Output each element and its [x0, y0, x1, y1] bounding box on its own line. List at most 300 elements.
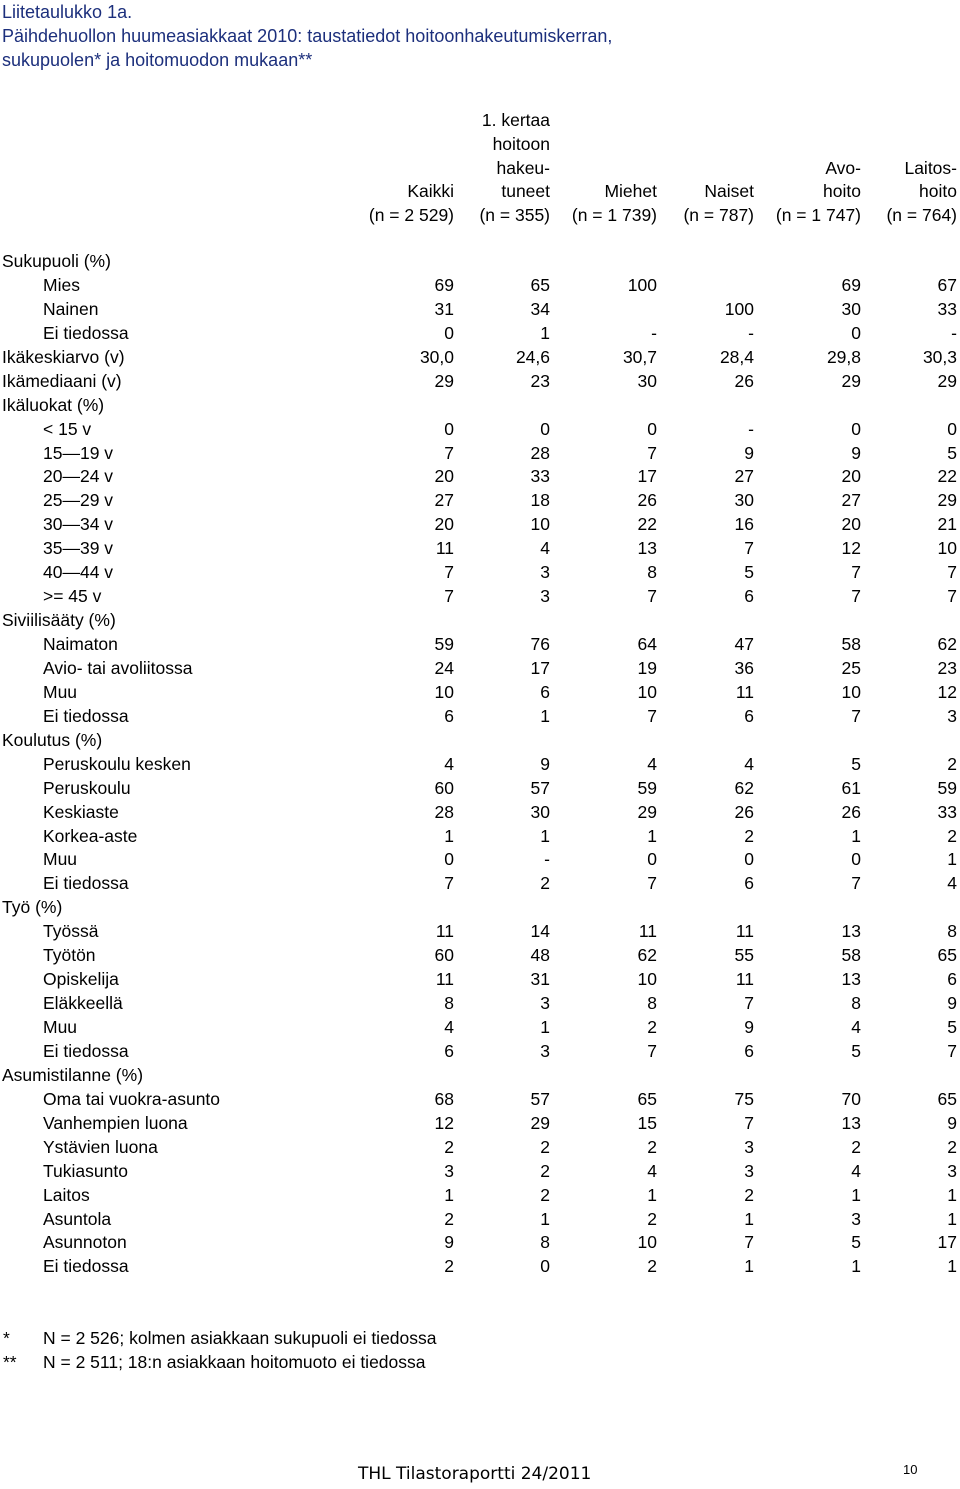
cell-kaikki: 7	[444, 442, 454, 463]
row-label: Keskiaste	[43, 801, 119, 822]
cell-miehet: 30	[637, 370, 657, 391]
cell-first-time: 2	[540, 1160, 550, 1181]
cell-naiset: 1	[744, 1208, 754, 1229]
cell-first-time: 29	[530, 1112, 550, 1133]
cell-kaikki: 6	[444, 705, 454, 726]
cell-first-time: 2	[540, 873, 550, 894]
table-row	[0, 825, 960, 849]
table-row	[0, 1255, 960, 1279]
cell-kaikki: 20	[434, 514, 454, 535]
header-line: hakeu-	[496, 157, 550, 178]
cell-naiset: 9	[744, 1017, 754, 1037]
row-label: Ikäkeskiarvo (v)	[2, 346, 125, 367]
table-row	[0, 465, 960, 489]
header-kaikki	[369, 108, 454, 228]
cell-laitoshoito: 1	[947, 1184, 957, 1205]
cell-laitoshoito: 3	[947, 705, 957, 726]
row-label: 40—44 v	[43, 562, 114, 583]
cell-miehet: 7	[647, 1040, 657, 1061]
cell-kaikki: 69	[434, 274, 454, 295]
cell-naiset: 11	[735, 681, 754, 702]
cell-miehet: 29	[637, 801, 657, 822]
report-footer: THL Tilastoraportti 24/2011	[358, 1464, 592, 1484]
cell-first-time: 57	[530, 777, 550, 798]
table-row	[0, 585, 960, 609]
cell-kaikki: 3	[444, 1160, 454, 1181]
cell-kaikki: 20	[434, 466, 454, 487]
table-row	[0, 657, 960, 681]
cell-miehet: 2	[647, 1017, 657, 1037]
table-row	[0, 920, 960, 944]
header-line: hoito	[919, 181, 957, 202]
cell-avohoito: 8	[851, 993, 861, 1014]
cell-miehet: 0	[647, 849, 657, 870]
table-row	[0, 442, 960, 466]
table-row	[0, 705, 960, 729]
table-row	[0, 274, 960, 298]
footnote-mark: *	[3, 1328, 10, 1348]
row-label: Muu	[43, 681, 78, 702]
header-naiset	[683, 108, 754, 228]
cell-avohoito: 5	[851, 1232, 861, 1253]
header-avohoito	[776, 108, 861, 228]
cell-avohoito: 29,8	[826, 346, 861, 367]
cell-naiset: 3	[744, 1136, 754, 1157]
cell-miehet: 100	[627, 274, 657, 295]
cell-avohoito: 4	[851, 1017, 861, 1037]
cell-miehet: 8	[647, 993, 657, 1014]
cell-kaikki: 7	[444, 562, 454, 583]
cell-kaikki: 2	[444, 1136, 454, 1157]
table-title-line-1: Päihdehuollon huumeasiakkaat 2010: taustatiedot hoitoonhakeutumiskerran,	[2, 26, 613, 46]
table-row	[0, 1160, 960, 1184]
row-label: Ei tiedossa	[43, 322, 129, 343]
header-line: (n = 1 747)	[775, 205, 861, 226]
cell-first-time: 48	[530, 945, 550, 966]
cell-first-time: 8	[540, 1232, 550, 1253]
table-row	[0, 1136, 960, 1160]
row-label: Peruskoulu	[43, 777, 131, 798]
header-line: Naiset	[704, 181, 754, 202]
cell-laitoshoito: 1	[947, 849, 957, 870]
cell-first-time: 6	[540, 681, 550, 702]
row-label: Ei tiedossa	[43, 705, 129, 726]
cell-naiset: -	[748, 418, 754, 439]
cell-miehet: 1	[647, 1184, 657, 1205]
cell-laitoshoito: 7	[947, 586, 957, 607]
cell-kaikki: 9	[444, 1232, 454, 1253]
cell-first-time: 24,6	[515, 346, 550, 367]
header-line: Miehet	[604, 181, 657, 202]
cell-kaikki: 27	[434, 490, 454, 511]
cell-first-time: 3	[540, 1040, 550, 1061]
cell-miehet: 8	[647, 562, 657, 583]
header-line: Laitos-	[904, 157, 957, 178]
cell-avohoito: 0	[851, 322, 861, 343]
cell-naiset: 28,4	[719, 346, 754, 367]
header-line: Kaikki	[407, 181, 454, 202]
cell-avohoito: 12	[841, 538, 861, 559]
row-label: Opiskelija	[43, 969, 119, 990]
header-laitoshoito	[886, 108, 957, 228]
row-label: Mies	[43, 274, 80, 295]
footnote-mark: **	[3, 1352, 17, 1372]
cell-laitoshoito: 33	[937, 801, 957, 822]
cell-avohoito: 29	[841, 370, 861, 391]
cell-first-time: -	[544, 849, 550, 870]
cell-first-time: 17	[530, 657, 550, 678]
table-row	[0, 1231, 960, 1255]
cell-first-time: 0	[540, 1256, 550, 1277]
cell-naiset: 2	[744, 1184, 754, 1205]
cell-first-time: 1	[540, 1017, 550, 1037]
header-line: (n = 764)	[886, 205, 957, 226]
cell-first-time: 1	[540, 322, 550, 343]
cell-first-time: 1	[540, 1208, 550, 1229]
table-title-line-2: sukupuolen* ja hoitomuodon mukaan**	[2, 50, 313, 70]
cell-kaikki: 11	[435, 921, 454, 942]
cell-avohoito: 69	[841, 274, 861, 295]
cell-miehet: 17	[637, 466, 657, 487]
table-row	[0, 489, 960, 513]
cell-miehet: 1	[647, 825, 657, 846]
footnote-text: N = 2 526; kolmen asiakkaan sukupuoli ei tiedossa	[43, 1328, 437, 1348]
table-row	[0, 777, 960, 801]
cell-avohoito: 2	[851, 1136, 861, 1157]
cell-miehet: 22	[637, 514, 657, 535]
header-first-time	[479, 108, 550, 228]
row-label: Sukupuoli (%)	[2, 251, 111, 271]
table-row	[0, 633, 960, 657]
cell-first-time: 34	[530, 298, 550, 319]
cell-kaikki: 11	[435, 969, 454, 990]
cell-kaikki: 4	[444, 753, 454, 774]
cell-laitoshoito: 3	[947, 1160, 957, 1181]
table-row	[0, 944, 960, 968]
cell-naiset: 7	[744, 1232, 754, 1253]
table-row	[0, 537, 960, 561]
row-label: Nainen	[43, 298, 99, 319]
table-row	[0, 1040, 960, 1064]
table-row	[0, 992, 960, 1016]
cell-first-time: 14	[530, 921, 550, 942]
cell-laitoshoito: 12	[937, 681, 957, 702]
cell-naiset: 16	[734, 514, 754, 535]
cell-naiset: 6	[744, 873, 754, 894]
cell-laitoshoito: 17	[937, 1232, 957, 1253]
cell-miehet: -	[651, 322, 657, 343]
cell-avohoito: 13	[841, 921, 861, 942]
cell-naiset: 75	[734, 1088, 754, 1109]
cell-laitoshoito: 2	[947, 825, 957, 846]
cell-naiset: 36	[734, 657, 754, 678]
cell-avohoito: 5	[851, 753, 861, 774]
row-label: Naimaton	[43, 634, 118, 654]
cell-laitoshoito: -	[951, 322, 957, 343]
cell-first-time: 57	[530, 1088, 550, 1109]
cell-first-time: 3	[540, 586, 550, 607]
cell-naiset: 26	[734, 801, 754, 822]
cell-naiset: 26	[734, 370, 754, 391]
cell-laitoshoito: 59	[937, 777, 957, 798]
row-label: Työ (%)	[2, 897, 63, 918]
header-line: (n = 2 529)	[368, 205, 454, 226]
cell-miehet: 59	[637, 777, 657, 798]
cell-naiset: 47	[734, 634, 754, 654]
cell-avohoito: 26	[841, 801, 861, 822]
header-line: tuneet	[501, 181, 550, 202]
cell-first-time: 23	[530, 370, 550, 391]
row-label: Laitos	[43, 1184, 90, 1205]
cell-laitoshoito: 65	[937, 1088, 957, 1109]
cell-miehet: 65	[637, 1088, 657, 1109]
cell-avohoito: 7	[851, 586, 861, 607]
cell-laitoshoito: 29	[937, 490, 957, 511]
section-row	[0, 609, 960, 633]
cell-kaikki: 60	[434, 945, 454, 966]
table-label: Liitetaulukko 1a.	[2, 2, 133, 22]
cell-laitoshoito: 6	[947, 969, 957, 990]
row-label: Tukiasunto	[43, 1160, 128, 1181]
cell-kaikki: 24	[434, 657, 454, 678]
cell-naiset: 55	[734, 945, 754, 966]
cell-laitoshoito: 5	[947, 1017, 957, 1037]
cell-miehet: 11	[638, 921, 657, 942]
cell-kaikki: 60	[434, 777, 454, 798]
row-label: Ystävien luona	[43, 1136, 158, 1157]
cell-kaikki: 0	[444, 849, 454, 870]
cell-avohoito: 58	[841, 634, 861, 654]
cell-avohoito: 7	[851, 562, 861, 583]
table-row	[0, 1184, 960, 1208]
row-label: Eläkkeellä	[43, 993, 123, 1014]
row-label: Avio- tai avoliitossa	[43, 657, 193, 678]
cell-kaikki: 1	[444, 825, 454, 846]
cell-kaikki: 6	[444, 1040, 454, 1061]
cell-laitoshoito: 33	[937, 298, 957, 319]
cell-kaikki: 4	[444, 1017, 454, 1037]
row-label: Työtön	[43, 945, 96, 966]
table-row	[0, 298, 960, 322]
section-row	[0, 394, 960, 418]
page-number: 10	[903, 1462, 918, 1477]
cell-laitoshoito: 9	[947, 1112, 957, 1133]
row-label: < 15 v	[43, 418, 92, 439]
cell-kaikki: 10	[434, 681, 454, 702]
cell-naiset: 5	[744, 562, 754, 583]
cell-avohoito: 10	[841, 681, 861, 702]
cell-naiset: 6	[744, 705, 754, 726]
document-title-block	[2, 0, 612, 72]
cell-miehet: 7	[647, 873, 657, 894]
row-label: Asunnoton	[43, 1232, 127, 1253]
header-line: (n = 355)	[479, 205, 550, 226]
cell-naiset: 30	[734, 490, 754, 511]
row-label: Muu	[43, 849, 78, 870]
cell-naiset: 62	[734, 777, 754, 798]
cell-kaikki: 11	[435, 538, 454, 559]
cell-avohoito: 13	[841, 969, 861, 990]
row-label: 20—24 v	[43, 466, 114, 487]
header-line: hoito	[823, 181, 861, 202]
row-label: Peruskoulu kesken	[43, 753, 191, 774]
cell-kaikki: 29	[434, 370, 454, 391]
table-row	[0, 801, 960, 825]
data-table	[0, 250, 960, 1279]
cell-first-time: 1	[540, 825, 550, 846]
table-row	[0, 561, 960, 585]
footnote-text: N = 2 511; 18:n asiakkaan hoitomuoto ei tiedossa	[43, 1352, 426, 1372]
header-line: hoitoon	[492, 133, 550, 154]
cell-miehet: 10	[637, 969, 657, 990]
cell-avohoito: 9	[851, 442, 861, 463]
cell-first-time: 0	[540, 418, 550, 439]
cell-kaikki: 0	[444, 418, 454, 439]
cell-naiset: 1	[744, 1256, 754, 1277]
row-label: Ei tiedossa	[43, 1256, 129, 1277]
cell-kaikki: 68	[434, 1088, 454, 1109]
cell-kaikki: 12	[434, 1112, 454, 1133]
cell-miehet: 4	[647, 753, 657, 774]
cell-naiset: 27	[734, 466, 754, 487]
cell-kaikki: 59	[434, 634, 454, 654]
cell-miehet: 26	[637, 490, 657, 511]
cell-first-time: 65	[530, 274, 550, 295]
cell-miehet: 62	[637, 945, 657, 966]
cell-first-time: 18	[530, 490, 550, 511]
cell-avohoito: 1	[851, 825, 861, 846]
row-label: Siviilisääty (%)	[2, 610, 116, 631]
cell-miehet: 10	[637, 1232, 657, 1253]
cell-kaikki: 30,0	[419, 346, 454, 367]
header-line: 1. kertaa	[481, 110, 550, 131]
cell-first-time: 76	[530, 634, 550, 654]
cell-first-time: 9	[540, 753, 550, 774]
cell-miehet: 4	[647, 1160, 657, 1181]
table-row	[0, 418, 960, 442]
cell-first-time: 3	[540, 562, 550, 583]
cell-naiset: 6	[744, 1040, 754, 1061]
table-row	[0, 1208, 960, 1232]
cell-laitoshoito: 21	[937, 514, 957, 535]
cell-miehet: 2	[647, 1208, 657, 1229]
cell-avohoito: 25	[841, 657, 861, 678]
cell-avohoito: 7	[851, 873, 861, 894]
cell-avohoito: 61	[841, 777, 861, 798]
cell-avohoito: 7	[851, 705, 861, 726]
cell-kaikki: 31	[434, 298, 454, 319]
cell-kaikki: 2	[444, 1208, 454, 1229]
cell-first-time: 4	[540, 538, 550, 559]
row-label: Asumistilanne (%)	[2, 1064, 144, 1085]
cell-avohoito: 4	[851, 1160, 861, 1181]
cell-kaikki: 2	[444, 1256, 454, 1277]
cell-laitoshoito: 62	[937, 634, 957, 654]
row-label: Muu	[43, 1017, 78, 1037]
table-row	[0, 872, 960, 896]
section-row	[0, 729, 960, 753]
row-label: Työssä	[43, 921, 99, 942]
row-label: Ei tiedossa	[43, 1040, 129, 1061]
cell-avohoito: 20	[841, 466, 861, 487]
row-label: Oma tai vuokra-asunto	[43, 1088, 221, 1109]
table-row	[0, 753, 960, 777]
cell-laitoshoito: 7	[947, 1040, 957, 1061]
cell-laitoshoito: 4	[947, 873, 957, 894]
cell-avohoito: 30	[841, 298, 861, 319]
cell-laitoshoito: 67	[937, 274, 957, 295]
section-row	[0, 896, 960, 920]
cell-naiset: 0	[744, 849, 754, 870]
cell-laitoshoito: 5	[947, 442, 957, 463]
cell-miehet: 7	[647, 705, 657, 726]
cell-kaikki: 7	[444, 586, 454, 607]
cell-laitoshoito: 29	[937, 370, 957, 391]
row-label: 30—34 v	[43, 514, 114, 535]
table-row	[0, 681, 960, 705]
table-row	[0, 513, 960, 537]
cell-avohoito: 58	[841, 945, 861, 966]
cell-laitoshoito: 22	[937, 466, 957, 487]
row-label: 35—39 v	[43, 538, 114, 559]
cell-first-time: 1	[540, 705, 550, 726]
cell-laitoshoito: 10	[937, 538, 957, 559]
section-row	[0, 1064, 960, 1088]
cell-naiset: 7	[744, 993, 754, 1014]
cell-kaikki: 7	[444, 873, 454, 894]
cell-avohoito: 0	[851, 849, 861, 870]
section-row	[0, 250, 960, 274]
cell-naiset: 7	[744, 538, 754, 559]
row-label: Koulutus (%)	[2, 729, 103, 750]
table-row	[0, 322, 960, 346]
cell-laitoshoito: 30,3	[922, 346, 957, 367]
row-label: Ei tiedossa	[43, 873, 129, 894]
cell-laitoshoito: 9	[947, 993, 957, 1014]
row-label: 25—29 v	[43, 490, 114, 511]
cell-laitoshoito: 1	[947, 1256, 957, 1277]
table-row	[0, 848, 960, 872]
cell-kaikki: 1	[444, 1184, 454, 1205]
table-row	[0, 968, 960, 992]
cell-miehet: 7	[647, 442, 657, 463]
cell-laitoshoito: 2	[947, 753, 957, 774]
cell-miehet: 19	[637, 657, 657, 678]
cell-first-time: 28	[530, 442, 550, 463]
row-label: Ikäluokat (%)	[2, 394, 105, 415]
row-label: Vanhempien luona	[43, 1112, 188, 1133]
cell-naiset: 3	[744, 1160, 754, 1181]
table-row	[0, 1112, 960, 1136]
row-label: Ikämediaani (v)	[2, 370, 122, 391]
cell-laitoshoito: 1	[947, 1208, 957, 1229]
header-line: (n = 787)	[683, 205, 754, 226]
cell-kaikki: 0	[444, 322, 454, 343]
cell-miehet: 13	[637, 538, 657, 559]
cell-naiset: 4	[744, 753, 754, 774]
section-row	[0, 370, 960, 394]
cell-laitoshoito: 0	[947, 418, 957, 439]
cell-avohoito: 0	[851, 418, 861, 439]
cell-kaikki: 8	[444, 993, 454, 1014]
cell-first-time: 31	[530, 969, 550, 990]
cell-first-time: 10	[530, 514, 550, 535]
cell-first-time: 3	[540, 993, 550, 1014]
table-row	[0, 1016, 960, 1040]
cell-avohoito: 1	[851, 1256, 861, 1277]
cell-naiset: 11	[735, 921, 754, 942]
cell-naiset: 100	[724, 298, 754, 319]
